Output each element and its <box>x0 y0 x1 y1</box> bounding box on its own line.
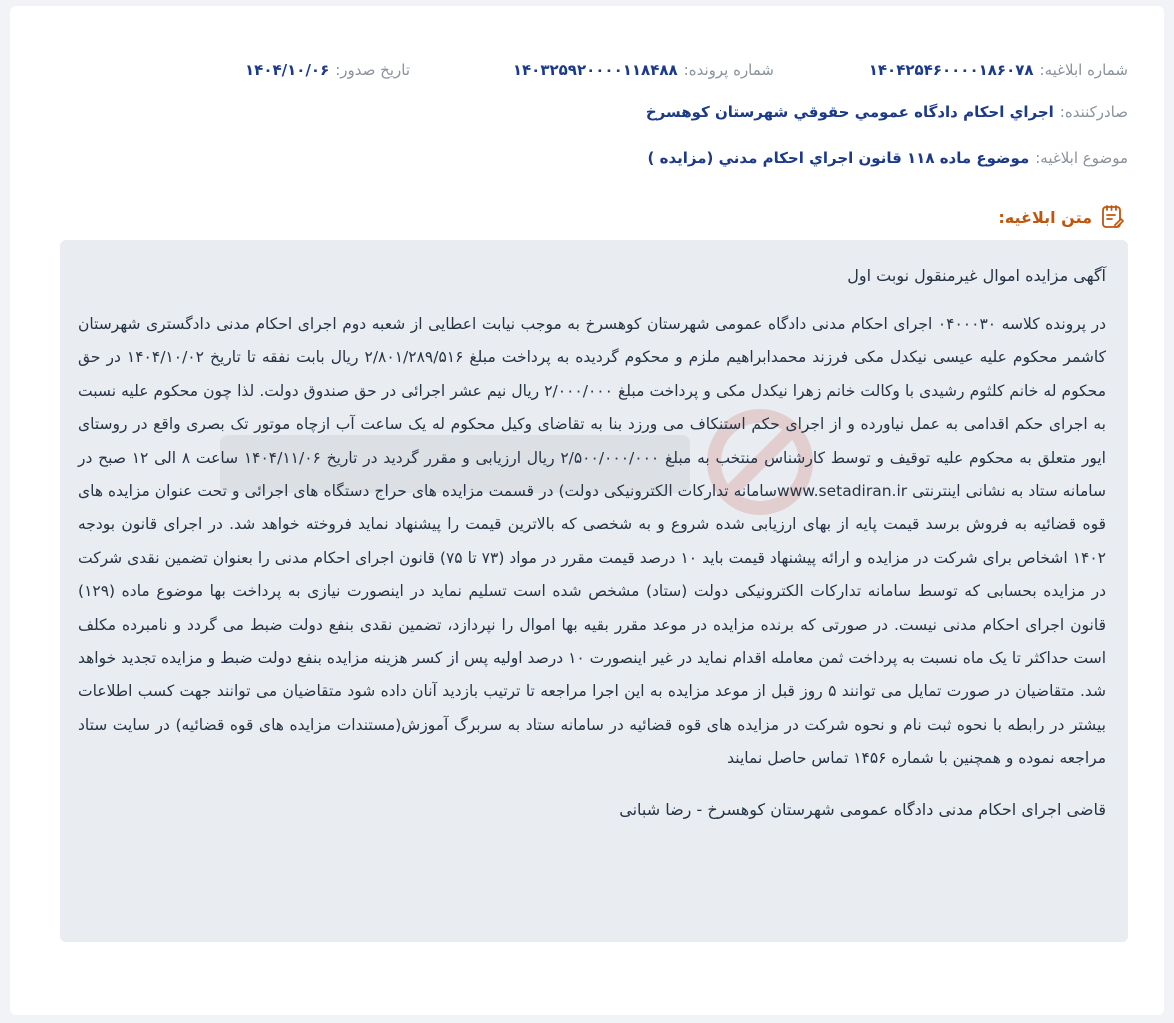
case-number-label: شماره پرونده: <box>683 61 774 79</box>
notice-paragraph: در پرونده کلاسه ۰۴۰۰۰۳۰ اجرای احکام مدنی دادگاه عمومی شهرستان کوهسرخ به موجب نیابت اعطایی از شعبه دوم اجرای احکام مدنی دادگستری شهرستان کاشمر محکوم علیه عیسی نیکدل مکی فرزند محمدابراهیم ملزم و محکوم گردیده به پرداخت مبلغ ۲/۸۰۱/۲۸۹/۵۱۶ ریال بابت نفقه تا تاریخ ۱۴۰۴/۱۰/۰۲ در حق محکوم له خانم کلثوم رشیدی با وکالت خانم زهرا نیکدل مکی و پرداخت مبلغ ۲/۰۰۰/۰۰۰ ریال نیم عشر اجرائی در حق صندوق دولت. لذا چون محکوم علیه نسبت به اجرای حکم اقدامی به عمل نیاورده و از اجرای حکم استنکاف می ورزد بنا به تقاضای وکیل محکوم له یک ساعت آب ازچاه موتور تک بصری واقع در روستای ایور متعلق به محکوم علیه توقیف و توسط کارشناس منتخب به مبلغ ۲/۵۰۰/۰۰۰/۰۰۰ ریال ارزیابی و مقرر گردید در تاریخ ۱۴۰۴/۱۱/۰۶ ساعت ۸ الی ۱۲ صبح در سامانه ستاد به نشانی اینترنتی www.setadiran.irسامانه تدارکات الکترونیکی دولت) در قسمت مزایده های حراج دستگاه های اجرائی و تحت عنوان مزایده های قوه قضائیه به فروش برسد قیمت پایه از بهای ارزیابی شده شروع و به شخصی که بالاترین قیمت را پیشنهاد نماید فروخته خواهد شد. در اجرای قانون بودجه ۱۴۰۲ اشخاص برای شرکت در مزایده و ارائه پیشنهاد قیمت باید ۱۰ درصد قیمت مقرر در مواد (۷۳ تا ۷۵) قانون اجرای احکام مدنی را بعنوان تضمین نقدی شرکت در مزایده بحسابی که توسط سامانه تدارکات الکترونیکی دولت (ستاد) مشخص شده است تسلیم نماید در اینصورت نیازی به پرداخت بها موضوع ماده (۱۲۹) قانون اجرای احکام مدنی نیست. در صورتی که برنده مزایده در موعد مقرر بقیه بها اموال را نپردازد، تضمین نقدی بنفع دولت ضبط می گردد و نامبرده مکلف است حداکثر تا یک ماه نسبت به پرداخت ثمن معامله اقدام نماید در غیر اینصورت ۱۰ درصد اولیه پس از کسر هزینه مزایده بنفع دولت ضبط و مزایده تجدید خواهد شد. متقاضیان در صورت تمایل می توانند ۵ روز قبل از موعد مزایده به این اجرا مراجعه تا ترتیب بازدید آنان داده شود متقاضیان می توانند جهت کسب اطلاعات بیشتر در رابطه با نحوه ثبت نام و نحوه شرکت در مزایده های قوه قضائیه در سامانه ستاد به سربرگ آموزش(مستندات مزایده های قوه قضائیه) در سایت ستاد مراجعه نموده و همچنین با شماره ۱۴۵۶ تماس حاصل نمایند <box>78 315 1107 768</box>
notice-meta-row <box>220 56 1128 84</box>
notice-signature: قاضی اجرای احکام مدنی دادگاه عمومی شهرستان کوهسرخ - رضا شبانی <box>619 799 1106 819</box>
issuer-value: اجراي احكام دادگاه عمومي حقوقي شهرستان كوهسرخ <box>645 103 1054 121</box>
notice-text-box <box>60 240 1128 942</box>
subject-field <box>648 144 1128 172</box>
notice-heading: آگهی مزایده اموال غیرمنقول نوبت اول <box>847 266 1106 285</box>
notice-number-field <box>869 56 1128 84</box>
notice-number-value: ۱۴۰۴۲۵۴۶۰۰۰۰۱۸۶۰۷۸ <box>868 61 1034 79</box>
notice-text-title: متن ابلاغیه: <box>998 207 1092 227</box>
issue-date-value: ۱۴۰۴/۱۰/۰۶ <box>245 61 330 79</box>
subject-value: موضوع ماده ۱۱۸ قانون اجراي احكام مدني (مزايده ) <box>647 149 1030 167</box>
issue-date-label: تاریخ صدور: <box>335 61 410 79</box>
notice-number-label: شماره ابلاغیه: <box>1039 61 1128 79</box>
issue-date-field <box>245 56 410 84</box>
subject-label: موضوع ابلاغیه: <box>1035 149 1128 167</box>
notice-text-section-header <box>998 202 1126 232</box>
issuer-field <box>646 98 1128 126</box>
document-edit-icon <box>1100 204 1126 230</box>
notice-card <box>10 6 1164 1015</box>
case-number-field <box>513 56 774 84</box>
case-number-value: ۱۴۰۳۲۵۹۲۰۰۰۰۱۱۸۴۸۸ <box>512 61 678 79</box>
issuer-label: صادرکننده: <box>1059 103 1128 121</box>
